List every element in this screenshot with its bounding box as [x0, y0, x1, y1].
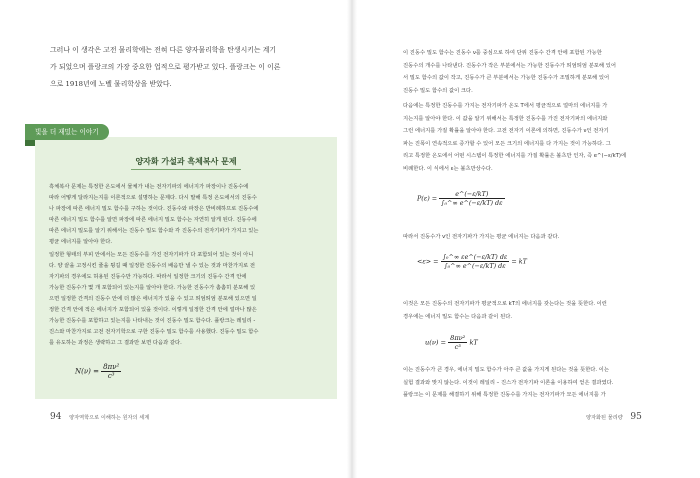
- eq-numerator: e^(−ε/kT): [439, 190, 504, 199]
- right-paragraph-1: [403, 48, 671, 98]
- page-number: 94: [50, 412, 62, 422]
- right-paragraph-4: [403, 299, 671, 324]
- box-line: 으면 일정한 간격의 진동수 안에 더 많은 에너지가 있을 수 있고 띄엄띄엄 분포해 있으면 일: [49, 296, 257, 302]
- page-number: 95: [630, 412, 642, 422]
- running-title: 양자화된 물리량: [586, 415, 623, 421]
- text-line: 플랑크는 이 문제를 해결하기 위해 특정한 진동수를 가지는 전자기파가 모든 에너지를 가: [403, 392, 606, 398]
- text-line: 실험 결과와 맞지 않는다. 이것이 레일리 – 진스가 전자기파 이론을 이용하여 얻은 결과였다.: [403, 379, 614, 386]
- eq-denominator: c³: [454, 343, 461, 351]
- text-line: 파는 진폭이 연속적으로 증가할 수 있어 모든 크기의 에너지를 다 가지는 것이 가능하다. 그: [403, 140, 611, 147]
- eq-fraction: [101, 363, 121, 380]
- box-line: 다. 양 끝을 고정시킨 줄을 튕길 때 일정한 진동수의 배음만 낼 수 있는 것과 마찬가지로 전: [49, 263, 256, 269]
- box-line: 따라 어떻게 달라지는지를 이론적으로 설명하는 문제다. 다시 말해 특정 온도에서의 진동수: [49, 195, 257, 201]
- text-line: 진동수의 개수를 나타낸다. 진동수가 작은 부분에서는 가능한 진동수가 띄엄띄엄 분포해 있어: [403, 62, 616, 69]
- text-line: 비례한다. 이 식에서 ε는 볼츠만상수다.: [403, 165, 493, 172]
- box-line: 따른 에너지 밀도를 알기 위해서는 진동수 밀도 함수와 각 진동수의 전자기파가 가지고 있는: [49, 228, 259, 234]
- text-line: 진동수 밀도 함수의 값이 크다.: [403, 87, 473, 94]
- right-paragraph-2: [403, 101, 671, 176]
- eq-fraction: [448, 334, 467, 351]
- eq-numerator: 8πν²: [450, 334, 466, 342]
- left-footer: [50, 412, 149, 422]
- box-line: 를 유도하는 과정은 생략하고 그 결과만 보면 다음과 같다.: [49, 340, 182, 346]
- intro-line: 그러나 이 생각은 고전 물리학에는 전혀 다른 양자물리학을 탄생시키는 계기: [50, 46, 277, 54]
- box-line: 일정한 형태의 부피 안에서는 모든 진동수를 가진 전자기파가 다 포함되어 있는 것이 아니: [49, 252, 254, 258]
- eq-rhs: kT: [469, 338, 478, 347]
- box-line: 진스와 마찬가지로 고전 전자기학으로 구한 진동수 밀도 함수를 사용했다. 진동수 밀도 함수: [49, 329, 259, 335]
- box-title: 양자화 가설과 흑체복사 문제: [135, 156, 237, 166]
- eq-lhs: <ε> =: [417, 257, 439, 266]
- eq-lhs: P(ε) =: [417, 194, 438, 203]
- box-line: 평균 에너지를 알아야 한다.: [49, 239, 113, 245]
- text-line: 다음에는 특정한 진동수를 가지는 전자기파가 온도 T에서 평균적으로 얼마의 에너지를 가: [403, 103, 608, 109]
- eq-lhs: N(ν) =: [75, 367, 99, 376]
- intro-line: 가 되었으며 플랑크의 가장 중요한 업적으로 평가받고 있다. 플랑크는 이 이론: [50, 63, 281, 71]
- eq-denominator: c³: [107, 372, 115, 380]
- left-page: [0, 0, 347, 478]
- eq-lhs: u(ν) =: [425, 338, 447, 347]
- intro-line: 으로 1918년에 노벨 물리학상을 받았다.: [50, 80, 172, 88]
- text-line: 경우에는 에너지 밀도 함수는 다음과 같이 된다.: [403, 313, 513, 320]
- eq-rhs: = kT: [511, 257, 527, 266]
- text-line: 지는지를 알아야 한다. 이 값을 알기 위해서는 특정한 진동수를 가진 전자기파의 에너지와: [403, 115, 608, 122]
- equation-n-nu: [75, 363, 121, 380]
- text-line: 이 진동수 밀도 함수는 진동수 ν를 중심으로 하여 단위 진동수 간격 안에 포함된 가능한: [403, 50, 602, 56]
- title-underline: [131, 169, 241, 170]
- eq-numerator: 8πν²: [103, 363, 120, 371]
- book-gutter: [347, 0, 357, 478]
- eq-numerator: ∫₀^∞ εe^(−ε/kT) dε: [442, 253, 508, 261]
- eq-denominator: ∫₀^∞ e^(−ε/kT) dε: [444, 262, 506, 270]
- text-line: 이는 진동수가 큰 경우, 에너지 밀도 함수가 아주 큰 값을 가지게 된다는 것을 뜻한다. 이는: [403, 367, 610, 373]
- right-paragraph-3: [403, 232, 671, 245]
- running-title: 양자역학으로 이해하는 원자의 세계: [69, 415, 150, 421]
- text-line: 이것은 모든 진동수의 전자기파가 평균적으로 kT의 에너지를 갖는다는 것을 뜻한다. 이런: [403, 301, 607, 307]
- box-line: 가능한 진동수가 몇 개 포함되어 있는지를 알아야 한다. 가능한 진동수가 촘촘히 분포해 있: [49, 285, 256, 291]
- intro-paragraph: [50, 47, 312, 98]
- eq-denominator: ∫₀^∞ e^(−ε/kT) dε: [441, 199, 503, 207]
- box-line: 흑체복사 문제는 특정한 온도에서 물체가 내는 전자기파의 에너지가 파장이나 진동수에: [49, 184, 249, 190]
- right-paragraph-5: [403, 365, 671, 403]
- text-line: 서 밀도 함수의 값이 작고, 진동수가 큰 부분에서는 가능한 진동수가 조밀하게 분포해 있어: [403, 75, 610, 81]
- sidebar-box: [35, 137, 337, 399]
- right-page: [357, 0, 700, 478]
- box-paragraph-2: [49, 250, 329, 349]
- equation-probability: [417, 190, 505, 207]
- box-line: 나 파장에 따른 에너지 밀도 함수를 구하는 것이다. 진동수와 파장은 반비례하므로 진동수에: [49, 206, 259, 212]
- box-paragraph-1: [49, 182, 329, 248]
- right-footer: [586, 412, 642, 422]
- text-line: 리고 특정한 온도에서 어떤 시스템이 특정한 에너지를 가질 확률은 볼츠만 인자, 즉 e^(−ε/kT)에: [403, 153, 627, 159]
- equation-average-energy: [417, 253, 527, 270]
- eq-fraction: [441, 253, 510, 270]
- box-tag: 빛을 더 재밌는 이야기: [25, 124, 109, 140]
- eq-fraction: [439, 190, 504, 207]
- tag-fold: [25, 140, 35, 146]
- box-line: 따른 에너지 밀도 함수를 알면 파장에 따른 에너지 밀도 함수는 자연히 알게 된다. 진동수에: [49, 217, 257, 223]
- box-line: 자기파의 경우에도 허용된 진동수만 가능하다. 따라서 일정한 크기의 진동수 간격 안에: [49, 274, 247, 280]
- equation-energy-density: [425, 334, 478, 351]
- text-line: 따라서 진동수가 ν인 전자기파가 가지는 평균 에너지는 다음과 같다.: [403, 234, 560, 240]
- box-line: 정한 간격 안에 적은 에너지가 포함되어 있을 것이다. 이렇게 일정한 간격 안에 얼마나 많은: [49, 307, 257, 313]
- text-line: 그런 에너지를 가질 확률을 알아야 한다. 고전 전자기 이론에 의하면, 진동수가 ν인 전자기: [403, 128, 609, 134]
- box-line: 가능한 진동수를 포함하고 있는지를 나타내는 것이 진동수 밀도 함수다. 플랑크는 레일리 -: [49, 318, 256, 324]
